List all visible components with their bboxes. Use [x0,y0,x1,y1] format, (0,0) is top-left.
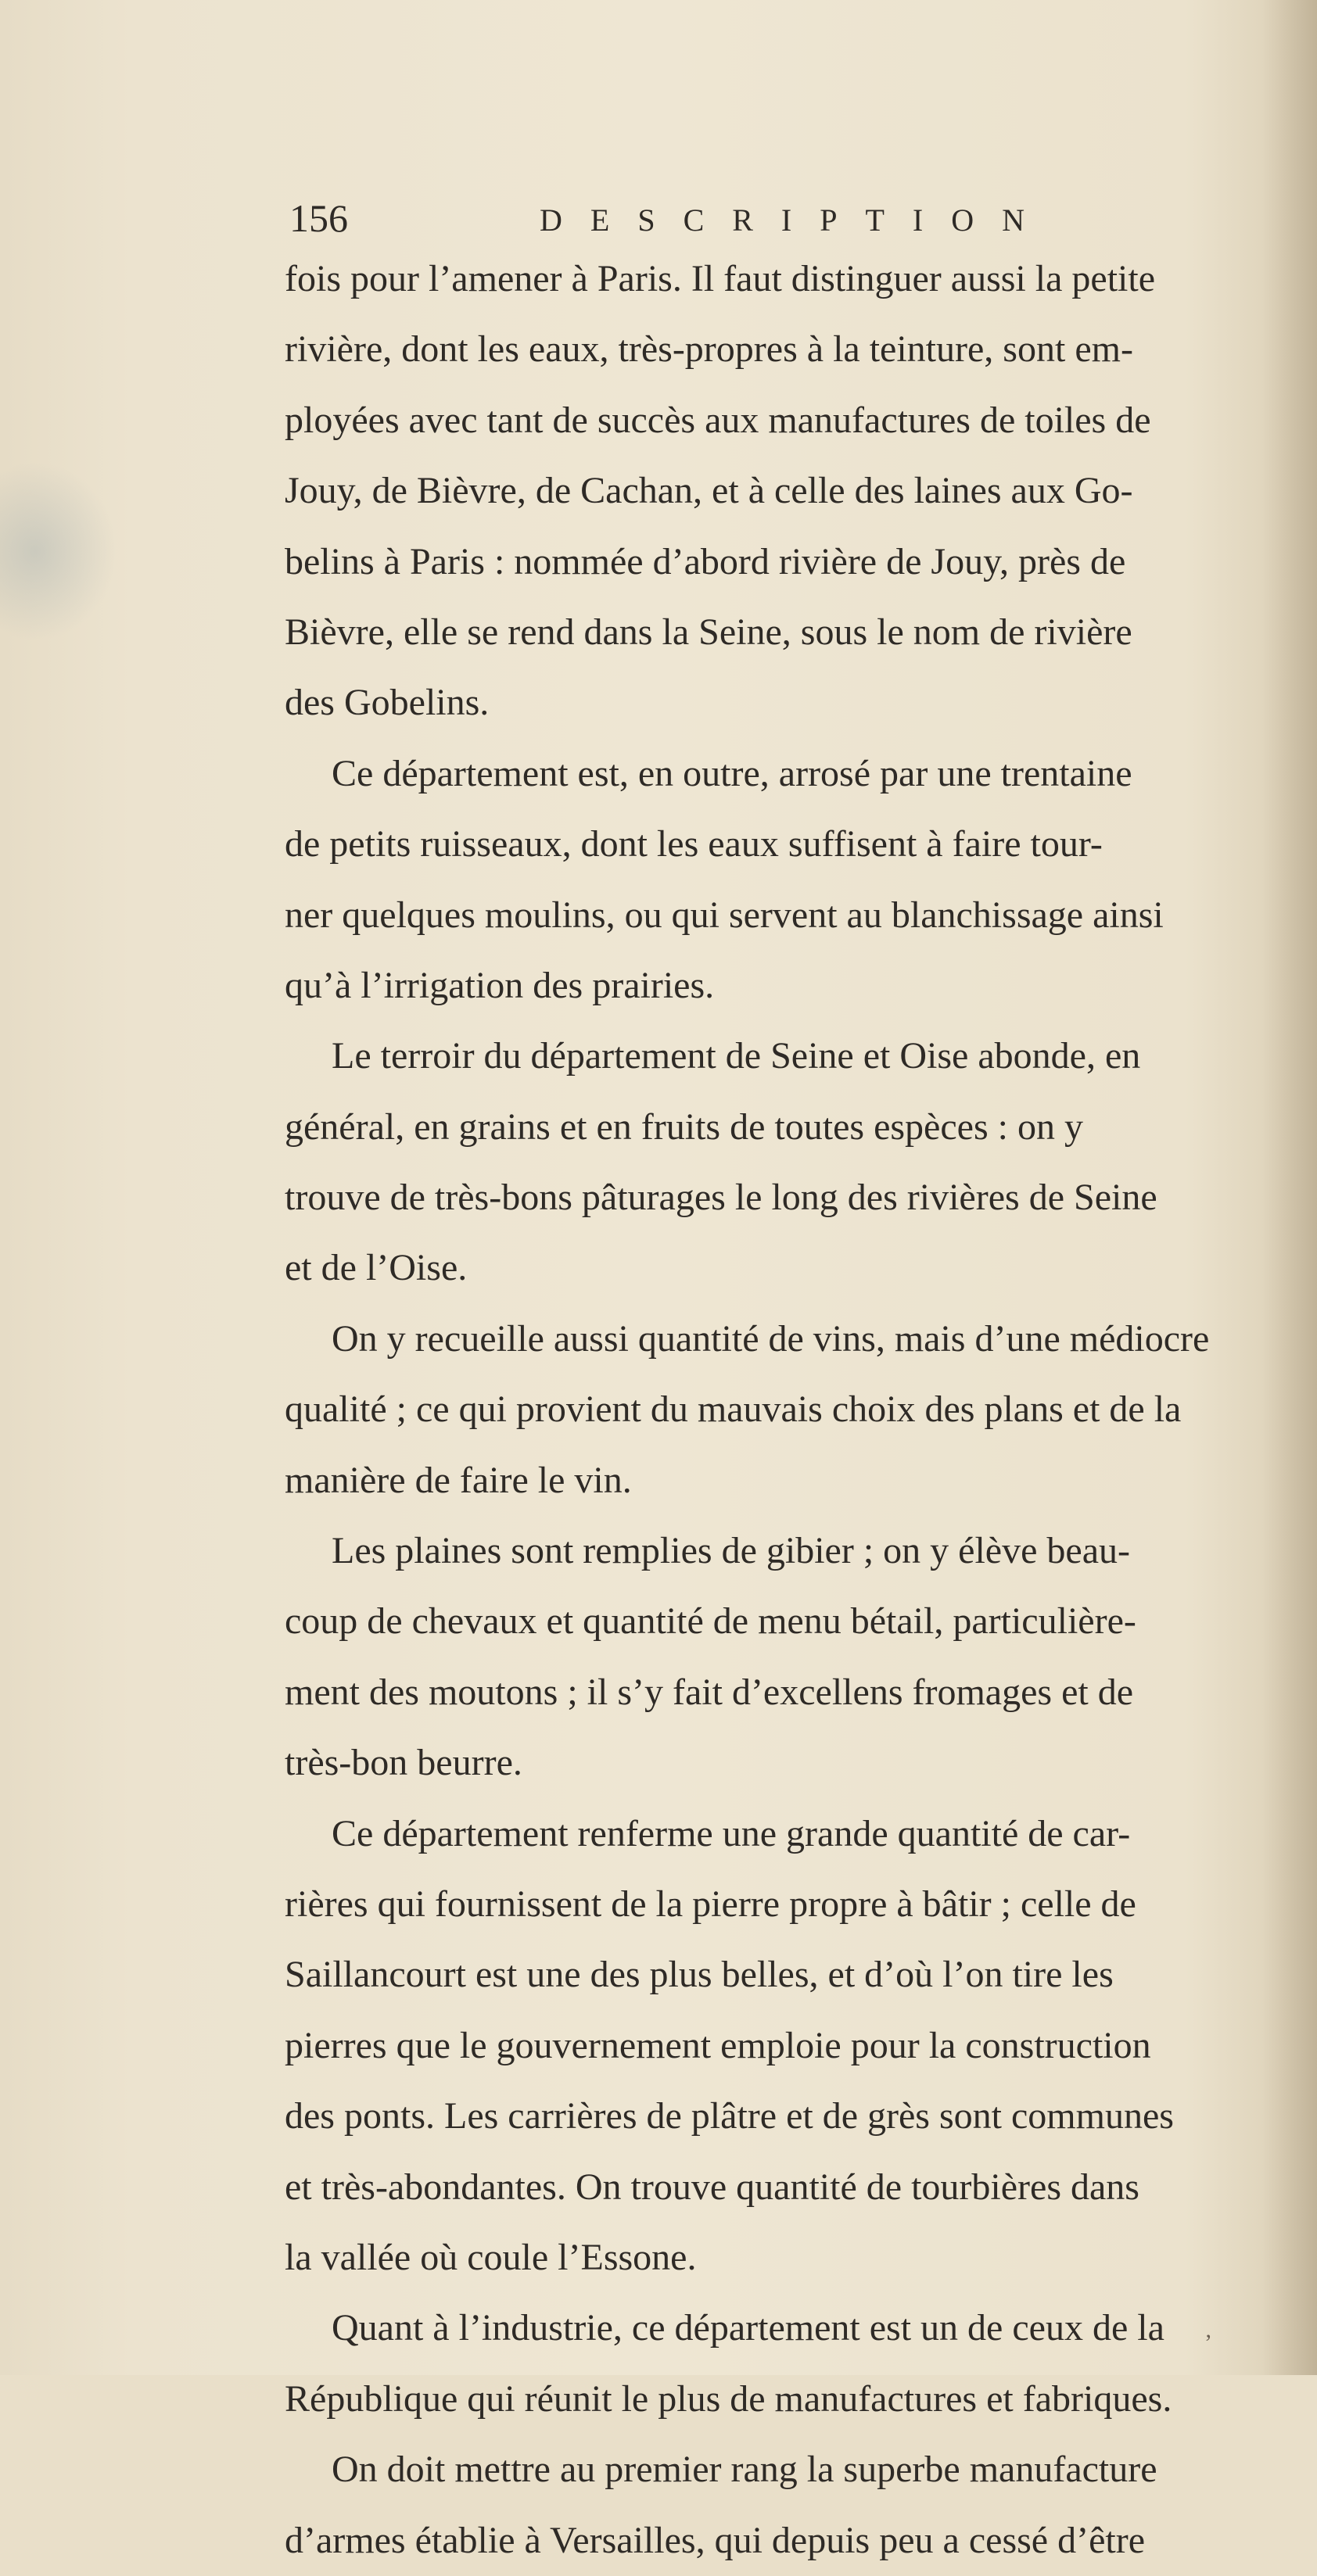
page-header [289,195,1306,250]
text-line: Saillancourt est une des plus belles, et d’où l’on tire les [285,1954,1114,1996]
body-text [285,244,1301,2576]
text-line: rières qui fournissent de la pierre propre à bâtir ; celle de [285,1883,1136,1925]
text-line: Jouy, de Bièvre, de Cachan, et à celle des laines aux Go- [285,470,1133,512]
paragraph-start-line: Ce département renferme une grande quantité de car- [332,1812,1131,1854]
text-line: d’armes établie à Versailles, qui depuis peu a cessé d’être [285,2519,1146,2561]
paragraph-start-line: Quant à l’industrie, ce département est un de ceux de la [332,2307,1164,2349]
text-line: très-bon beurre. [285,1742,522,1784]
text-line: ner quelques moulins, ou qui servent au blanchissage ainsi [285,894,1164,936]
paragraph-start-line: On y recueille aussi quantité de vins, mais d’une médiocre [332,1317,1210,1360]
text-line: coup de chevaux et quantité de menu bétail, particulière- [285,1600,1136,1643]
page-stain [0,461,117,641]
text-line: des ponts. Les carrières de plâtre et de grès sont communes [285,2095,1174,2137]
text-line: fois pour l’amener à Paris. Il faut distinguer aussi la petite [285,258,1156,299]
page-number: 156 [289,196,348,240]
text-line: pierres que le gouvernement emploie pour la construction [285,2024,1151,2066]
text-line: manière de faire le vin. [285,1459,632,1501]
text-line: qu’à l’irrigation des prairies. [285,964,715,1006]
text-line: République qui réunit le plus de manufactures et fabriques. [285,2377,1172,2420]
text-line: et très-abondantes. On trouve quantité de tourbières dans [285,2166,1139,2208]
text-line: trouve de très-bons pâturages le long des rivières de Seine [285,1177,1157,1219]
text-line: de petits ruisseaux, dont les eaux suffisent à faire tour- [285,823,1103,865]
text-line: Bièvre, elle se rend dans la Seine, sous le nom de rivière [285,611,1132,653]
text-line: qualité ; ce qui provient du mauvais choix des plans et de la [285,1388,1182,1431]
text-line: ployées avec tant de succès aux manufactures de toiles de [285,399,1151,441]
page-mark: ’ [1204,2330,1212,2356]
text-line: la vallée où coule l’Essone. [285,2236,697,2278]
text-line: rivière, dont les eaux, très-propres à la teinture, sont em- [285,328,1133,371]
paragraph-start-line: On doit mettre au premier rang la superbe manufacture [332,2449,1157,2491]
running-head: DESCRIPTION [540,202,1053,238]
paragraph-start-line: Ce département est, en outre, arrosé par une trentaine [332,752,1132,794]
paragraph-start-line: Les plaines sont remplies de gibier ; on y élève beau- [332,1530,1131,1572]
text-line: ment des moutons ; il s’y fait d’excellens fromages et de [285,1671,1134,1713]
text-line: et de l’Oise. [285,1247,468,1289]
text-line: général, en grains et en fruits de toutes espèces : on y [285,1105,1083,1148]
paragraph-start-line: Le terroir du département de Seine et Oise abonde, en [332,1035,1141,1077]
text-line: belins à Paris : nommée d’abord rivière de Jouy, près de [285,540,1126,582]
text-line: des Gobelins. [285,682,490,724]
